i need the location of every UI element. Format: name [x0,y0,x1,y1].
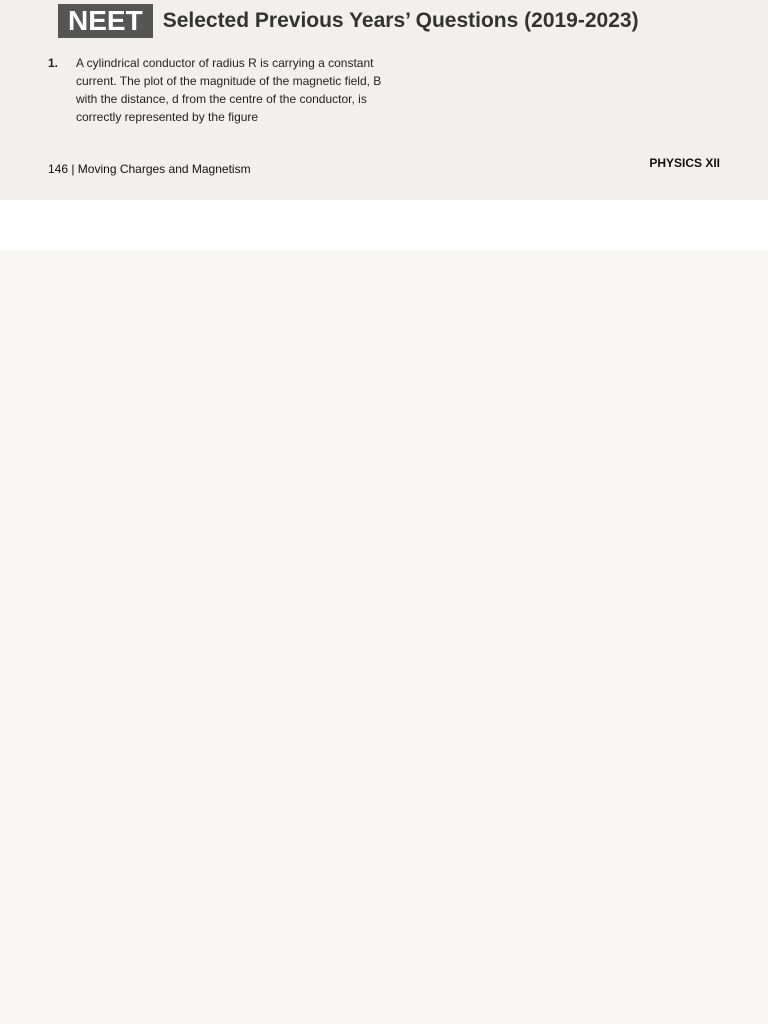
bottom-scan [0,250,768,1024]
page-number: 146 | Moving Charges and Magnetism [48,162,251,176]
subject-label: PHYSICS XII [649,156,720,170]
page-title: Selected Previous Years’ Questions (2019-2023) [162,9,639,32]
question-1-text: A cylindrical conductor of radius R is carrying a constant current. The plot of the magnitude of the magnetic field, B with the distance, d from the centre of the conductor, is correctly represented by the figure [76,56,382,124]
question-1-number: 1. [48,56,59,70]
page-header [58,4,639,38]
neet-label: NEET [58,4,153,38]
